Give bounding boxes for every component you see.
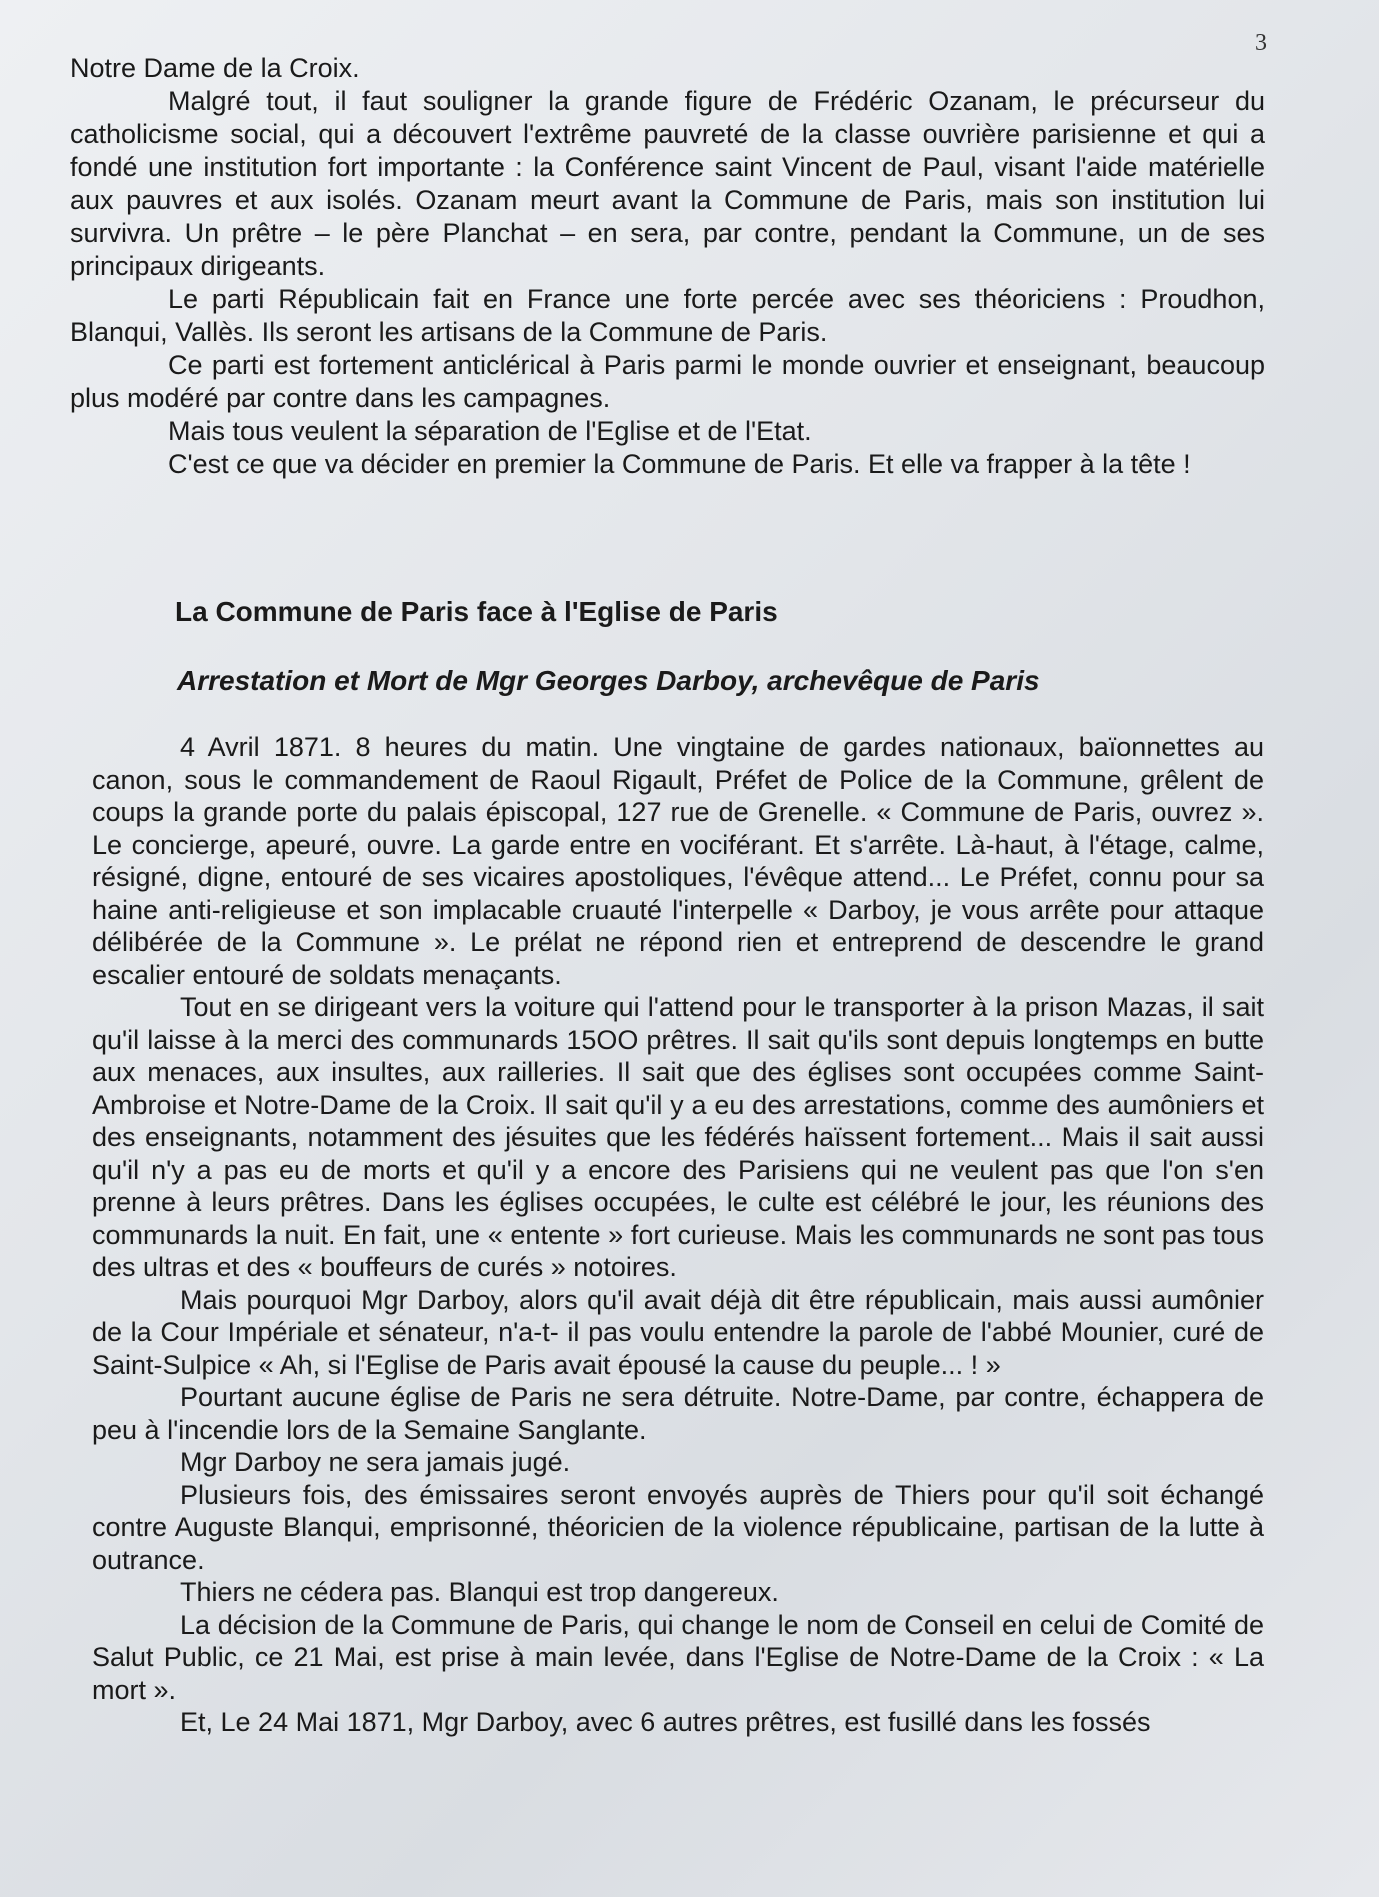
paragraph: Le parti Républicain fait en France une forte percée avec ses théoriciens : Proudhon, Blanqui, Vallès. Ils seront les artisans de la Commune de Paris. — [70, 284, 1265, 347]
page-number: 3 — [1255, 30, 1267, 56]
paragraph: Et, Le 24 Mai 1871, Mgr Darboy, avec 6 autres prêtres, est fusillé dans les fossés — [180, 1707, 1151, 1737]
paragraph: 4 Avril 1871. 8 heures du matin. Une vingtaine de gardes nationaux, baïonnettes au canon, sous le commandement de Raoul Rigault, Préfet de Police de la Commune, grêlent de coups la grande porte du palais épiscopal, 127 rue de Grenelle. « Commune de Paris, ouvrez ». Le concierge, apeuré, ouvre. La garde entre en vociférant. Et s'arrête. Là-haut, à l'étage, calme, résigné, digne, entouré de ses vicaires apostoliques, l'évêque attend... Le Préfet, connu pour sa haine anti-religieuse et son implacable cruauté l'interpelle « Darboy, je vous arrête pour attaque délibérée de la Commune ». Le prélat ne répond rien et entreprend de descendre le grand escalier entouré de soldats menaçants. — [92, 732, 1264, 990]
paragraph: Mais pourquoi Mgr Darboy, alors qu'il avait déjà dit être républicain, mais aussi aumônier de la Cour Impériale et sénateur, n'a-t- il pas voulu entendre la parole de l'abbé Mounier, curé de Saint-Sulpice « Ah, si l'Eglise de Paris avait épousé la cause du peuple... ! » — [92, 1284, 1264, 1380]
paragraph: Tout en se dirigeant vers la voiture qui l'attend pour le transporter à la prison Mazas, il sait qu'il laisse à la merci des communards 15OO prêtres. Il sait qu'ils sont depuis longtemps en butte aux menaces, aux insultes, aux railleries. Il sait que des églises sont occupées comme Saint-Ambroise et Notre-Dame de la Croix. Il sait qu'il y a eu des arrestations, comme des aumôniers et des enseignants, notamment des jésuites que les fédérés haïssent fortement... Mais il sait aussi qu'il n'y a pas eu de morts et qu'il y a encore des Parisiens qui ne veulent pas que l'on s'en prenne à leurs prêtres. Dans les églises occupées, le culte est célébré le jour, les réunions des communards la nuit. En fait, une « entente » fort curieuse. Mais les communards ne sont pas tous des ultras et des « bouffeurs de curés » notoires. — [92, 992, 1264, 1282]
section-subtitle: Arrestation et Mort de Mgr Georges Darboy, archevêque de Paris — [177, 665, 1040, 696]
paragraph: Notre Dame de la Croix. — [70, 53, 360, 83]
intro-text — [70, 52, 1265, 481]
paragraph: Thiers ne cédera pas. Blanqui est trop dangereux. — [180, 1577, 779, 1607]
body-text — [92, 731, 1264, 1739]
section-title: La Commune de Paris face à l'Eglise de Paris — [175, 596, 778, 627]
paragraph: Malgré tout, il faut souligner la grande figure de Frédéric Ozanam, le précurseur du catholicisme social, qui a découvert l'extrême pauvreté de la classe ouvrière parisienne et qui a fondé une institution fort importante : la Conférence saint Vincent de Paul, visant l'aide matérielle aux pauvres et aux isolés. Ozanam meurt avant la Commune de Paris, mais son institution lui survivra. Un prêtre – le père Planchat – en sera, par contre, pendant la Commune, un de ses principaux dirigeants. — [70, 86, 1265, 281]
paragraph: C'est ce que va décider en premier la Commune de Paris. Et elle va frapper à la tête ! — [168, 449, 1191, 479]
paragraph: Mais tous veulent la séparation de l'Eglise et de l'Etat. — [168, 416, 812, 446]
paragraph: Ce parti est fortement anticlérical à Paris parmi le monde ouvrier et enseignant, beaucoup plus modéré par contre dans les campagnes. — [70, 350, 1265, 413]
paragraph: La décision de la Commune de Paris, qui change le nom de Conseil en celui de Comité de Salut Public, ce 21 Mai, est prise à main levée, dans l'Eglise de Notre-Dame de la Croix : « La mort ». — [92, 1609, 1264, 1705]
paragraph: Plusieurs fois, des émissaires seront envoyés auprès de Thiers pour qu'il soit échangé contre Auguste Blanqui, emprisonné, théoricien de la violence républicaine, partisan de la lutte à outrance. — [92, 1479, 1264, 1575]
paragraph: Pourtant aucune église de Paris ne sera détruite. Notre-Dame, par contre, échappera de peu à l'incendie lors de la Semaine Sanglante. — [92, 1382, 1264, 1445]
paragraph: Mgr Darboy ne sera jamais jugé. — [180, 1447, 571, 1477]
